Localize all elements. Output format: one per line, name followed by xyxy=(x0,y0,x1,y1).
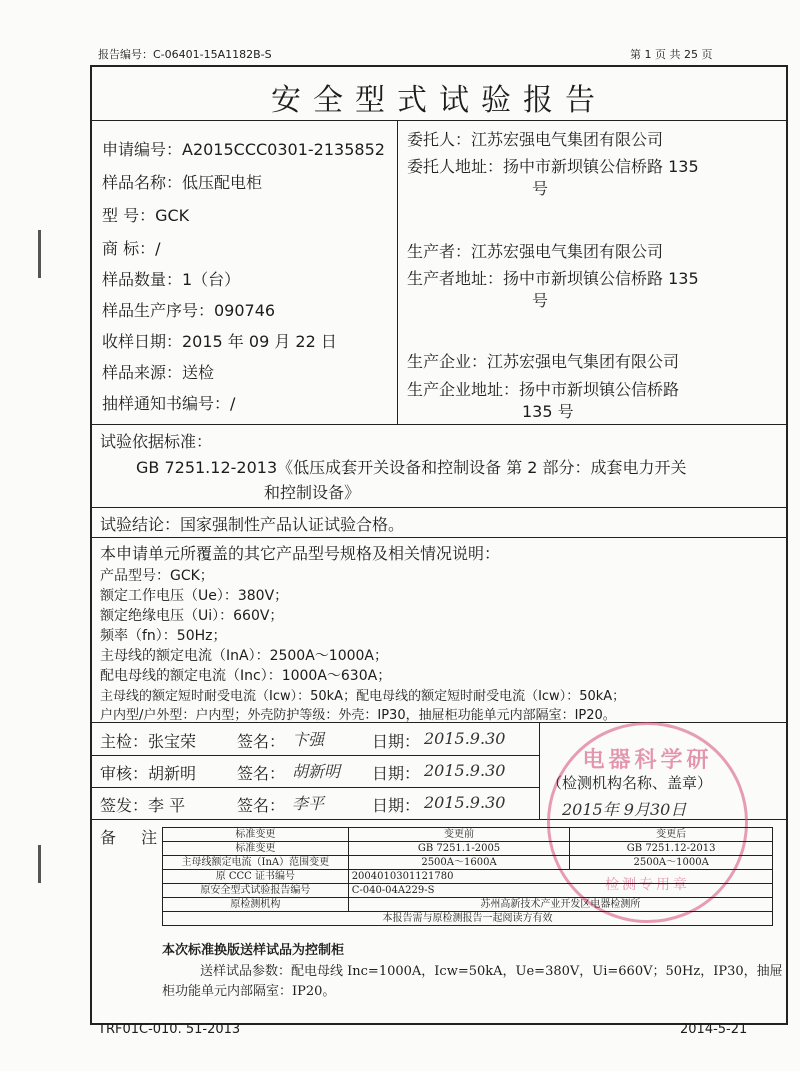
table-cell: 2004010301121780 xyxy=(348,870,772,884)
reviewer-signature: 胡新明 xyxy=(292,762,341,781)
binder-mark-bottom xyxy=(38,845,41,883)
application-number: 申请编号：A2015CCC0301-2135852 xyxy=(102,140,385,159)
inspector: 主检：张宝荣 xyxy=(100,732,197,751)
sampling-notice-number: 抽样通知书编号：/ xyxy=(102,394,236,413)
table-row xyxy=(163,856,773,870)
remarks-label: 备 注 xyxy=(100,828,168,847)
table-row xyxy=(163,912,773,926)
date-label: 日期： xyxy=(372,732,421,751)
standard-label: 试验依据标准： xyxy=(100,432,213,451)
client-address-line1: 委托人地址：扬中市新坝镇公信桥路 135 xyxy=(407,157,699,176)
model: 型 号：GCK xyxy=(102,206,190,225)
reviewer: 审核：胡新明 xyxy=(100,764,197,783)
approver-date: 2015.9.30 xyxy=(424,793,506,812)
table-cell: 标准变更 xyxy=(163,828,349,842)
remarks-note: 本次标准换版送样试品为控制柜 xyxy=(162,943,345,958)
sign-label: 签名： xyxy=(237,764,286,783)
table-cell: GB 7251.1-2005 xyxy=(348,842,570,856)
remarks-note: 柜功能单元内部隔室：IP20。 xyxy=(162,984,336,999)
standard-line2: 和控制设备》 xyxy=(264,483,361,502)
table-row xyxy=(163,842,773,856)
table-row xyxy=(163,870,773,884)
table-row xyxy=(163,898,773,912)
factory: 生产企业：江苏宏强电气集团有限公司 xyxy=(407,352,680,371)
approver-signature: 李平 xyxy=(292,794,325,813)
trademark: 商 标：/ xyxy=(102,239,161,258)
sign-label: 签名： xyxy=(237,732,286,751)
table-cell: 2500A～1600A xyxy=(348,856,570,870)
coverage-line: 额定绝缘电压（Ui）：660V； xyxy=(100,608,284,624)
table-cell: 本报告需与原检测报告一起阅读方有效 xyxy=(163,912,773,926)
standard-line1: GB 7251.12-2013《低压成套开关设备和控制设备 第 2 部分：成套电力开关 xyxy=(136,458,687,477)
form-date: 2014-5-21 xyxy=(680,1022,748,1037)
form-number: TRF01C-010. 51-2013 xyxy=(98,1022,241,1037)
sample-serial-number: 样品生产序号：090746 xyxy=(102,301,276,320)
coverage-line: 产品型号：GCK； xyxy=(100,568,214,584)
table-cell: 主母线额定电流（InA）范围变更 xyxy=(163,856,349,870)
manufacturer: 生产者：江苏宏强电气集团有限公司 xyxy=(407,242,664,261)
manufacturer-address-line2: 号 xyxy=(532,291,549,310)
table-cell: 变更后 xyxy=(570,828,773,842)
client-address-line2: 号 xyxy=(532,179,549,198)
table-cell: 原检测机构 xyxy=(163,898,349,912)
stamp-top-text: 电器科学研 xyxy=(582,747,713,773)
sample-source: 样品来源：送检 xyxy=(102,363,215,382)
report-number: 报告编号：C-06401-15A1182B-S xyxy=(98,48,272,61)
report-form xyxy=(90,65,788,1025)
table-cell: 原安全型式试验报告编号 xyxy=(163,884,349,898)
approver: 签发：李 平 xyxy=(100,796,186,815)
sample-name: 样品名称：低压配电柜 xyxy=(102,173,263,192)
coverage-line: 额定工作电压（Ue）：380V； xyxy=(100,588,289,604)
coverage-line: 主母线的额定电流（InA）：2500A～1000A； xyxy=(100,648,388,664)
page-info: 第 1 页 共 25 页 xyxy=(630,48,713,61)
coverage-line: 主母线的额定短时耐受电流（Icw）：50kA；配电母线的额定短时耐受电流（Icw）：50kA； xyxy=(100,689,626,704)
inspector-signature: 卞强 xyxy=(292,730,325,749)
table-cell: 变更前 xyxy=(348,828,570,842)
test-conclusion: 试验结论：国家强制性产品认证试验合格。 xyxy=(100,515,405,534)
received-date: 收样日期：2015 年 09 月 22 日 xyxy=(102,332,337,351)
date-label: 日期： xyxy=(372,796,421,815)
table-cell: 原 CCC 证书编号 xyxy=(163,870,349,884)
stamp-bottom-text: 检测专用章 xyxy=(605,877,690,893)
inspector-date: 2015.9.30 xyxy=(424,729,506,748)
table-row xyxy=(163,828,773,842)
coverage-line: 频率（fn）：50Hz； xyxy=(100,628,227,644)
reviewer-date: 2015.9.30 xyxy=(424,761,506,780)
table-cell: 苏州高新技术产业开发区电器检测所 xyxy=(348,898,772,912)
coverage-heading: 本申请单元所覆盖的其它产品型号规格及相关情况说明： xyxy=(100,544,501,563)
binder-mark-top xyxy=(38,230,41,278)
manufacturer-address-line1: 生产者地址：扬中市新坝镇公信桥路 135 xyxy=(407,269,699,288)
institution-date: 2015年 9月30日 xyxy=(562,800,687,819)
factory-address-line1: 生产企业地址：扬中市新坝镇公信桥路 xyxy=(407,380,680,399)
coverage-line: 配电母线的额定电流（Inc）：1000A～630A； xyxy=(100,668,392,684)
report-title: 安全型式试验报告 xyxy=(271,83,607,118)
remarks-note: 送样试品参数：配电母线 Inc=1000A，Icw=50kA，Ue=380V，Ui=660V；50Hz，IP30，抽屉 xyxy=(200,964,783,979)
sign-label: 签名： xyxy=(237,796,286,815)
table-cell: 2500A～1000A xyxy=(570,856,773,870)
sample-quantity: 样品数量：1（台） xyxy=(102,270,241,289)
table-cell: GB 7251.12-2013 xyxy=(570,842,773,856)
factory-address-line2: 135 号 xyxy=(522,402,574,421)
table-row xyxy=(163,884,773,898)
date-label: 日期： xyxy=(372,764,421,783)
remarks-table xyxy=(162,827,773,926)
institution-label: （检测机构名称、盖章） xyxy=(547,774,713,792)
table-cell: 标准变更 xyxy=(163,842,349,856)
client: 委托人：江苏宏强电气集团有限公司 xyxy=(407,130,664,149)
table-cell: C-040-04A229-S xyxy=(348,884,772,898)
coverage-line: 户内型/户外型：户内型；外壳防护等级：外壳：IP30，抽屉柜功能单元内部隔室：IP20。 xyxy=(100,708,616,723)
